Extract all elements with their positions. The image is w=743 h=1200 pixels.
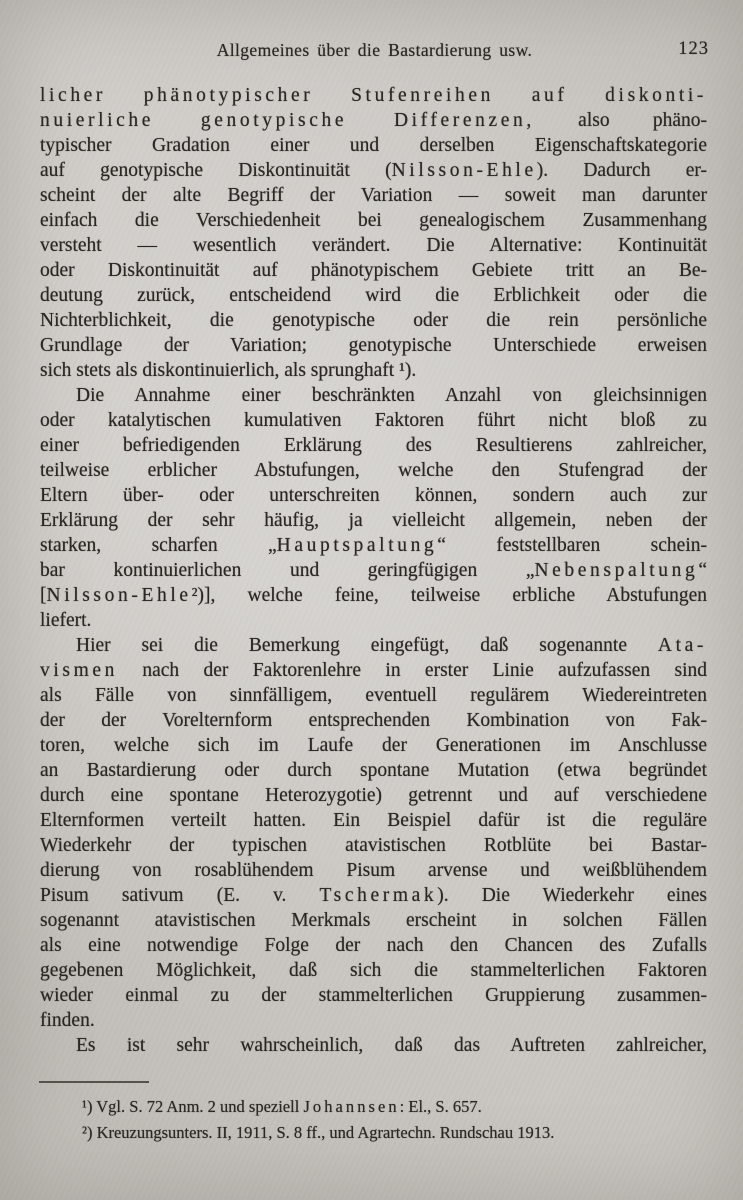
footnotes xyxy=(40,1094,733,1145)
paragraph xyxy=(40,633,707,1033)
text-segment: typischer Gradation einer und derselben Eigenschaftskategorie xyxy=(40,135,707,156)
text-segment: bar kontinuierlichen und geringfügigen „ xyxy=(40,560,535,581)
text-segment: Erklärung der sehr häufig, ja vielleicht allgemein, neben der xyxy=(40,510,707,531)
running-title: Allgemeines über die Bastardierung usw. xyxy=(216,40,533,60)
text-line xyxy=(40,783,707,808)
text-line xyxy=(40,458,707,483)
text-line xyxy=(40,758,707,783)
text-segment: ). Dadurch er- xyxy=(536,160,707,181)
text-line xyxy=(40,683,707,708)
text-segment: Grundlage der Variation; genotypische Unterschiede erweisen xyxy=(40,335,707,356)
text-line xyxy=(40,308,707,333)
spaced-text: Nilsson-Ehle xyxy=(391,160,537,181)
text-segment: dierung von rosablühendem Pisum arvense und weißblühendem xyxy=(40,860,707,881)
text-segment: Pisum sativum (E. v. xyxy=(40,885,320,906)
spaced-text: vismen xyxy=(40,660,118,681)
text-segment: “ feststellbaren schein- xyxy=(437,535,707,556)
text-segment: ²) Kreuzungsunters. II, 1911, S. 8 ff., und Agrartechn. Rundschau 1913. xyxy=(82,1122,555,1142)
text-line xyxy=(40,908,707,933)
text-segment: als eine notwendige Folge der nach den Chancen des Zufalls xyxy=(40,935,707,956)
text-line xyxy=(40,158,707,183)
text-segment: gegebenen Möglichkeit, daß sich die stammelterlichen Faktoren xyxy=(40,960,707,981)
text-line xyxy=(40,508,707,533)
text-segment: einfach die Verschiedenheit bei genealogischem Zusammenhang xyxy=(40,210,707,231)
paragraph xyxy=(40,383,707,633)
text-line xyxy=(40,383,707,408)
text-line xyxy=(40,408,707,433)
text-segment: Es ist sehr wahrscheinlich, daß das Auftreten zahlreicher, xyxy=(76,1035,707,1056)
text-line xyxy=(40,208,707,233)
text-segment: durch eine spontane Heterozygotie) getrennt und auf verschiedene xyxy=(40,785,707,806)
text-line xyxy=(40,358,707,383)
text-segment: “ xyxy=(698,560,707,581)
text-segment: liefert. xyxy=(40,610,92,631)
text-segment: deutung zurück, entscheidend wird die Erblichkeit oder die xyxy=(40,285,707,306)
text-segment: ). Die Wiederkehr eines xyxy=(437,885,708,906)
spaced-text: licher phänotypischer Stufenreihen auf diskonti- xyxy=(40,85,707,106)
text-line xyxy=(40,233,707,258)
text-segment: sogenannt atavistischen Merkmals erscheint in solchen Fällen xyxy=(40,910,707,931)
text-segment: [ xyxy=(40,585,47,606)
text-segment: Elternformen verteilt hatten. Ein Beispiel dafür ist die reguläre xyxy=(40,810,707,831)
text-line xyxy=(40,258,707,283)
spaced-text: Tschermak xyxy=(319,885,438,906)
text-line xyxy=(40,658,707,683)
text-segment: also phäno- xyxy=(534,110,707,131)
text-line xyxy=(40,1033,707,1058)
text-segment: Hier sei die Bemerkung eingefügt, daß sogenannte xyxy=(76,635,658,656)
text-line xyxy=(40,333,707,358)
text-line xyxy=(40,433,707,458)
text-segment: einer befriedigenden Erklärung des Resultierens zahlreicher, xyxy=(40,435,707,456)
text-segment: nach der Faktorenlehre in erster Linie aufzufassen sind xyxy=(117,660,707,681)
text-line xyxy=(40,808,707,833)
text-line xyxy=(40,108,707,133)
text-segment: als Fälle von sinnfälligem, eventuell regulärem Wiedereintreten xyxy=(40,685,707,706)
footnote xyxy=(40,1094,733,1120)
text-line xyxy=(40,733,707,758)
text-segment: Eltern über- oder unterschreiten können, sondern auch zur xyxy=(40,485,707,506)
text-line xyxy=(40,708,707,733)
text-line xyxy=(40,558,707,583)
text-segment: teilweise erblicher Abstufungen, welche den Stufengrad der xyxy=(40,460,707,481)
text-line xyxy=(40,83,707,108)
text-line xyxy=(40,283,707,308)
text-line xyxy=(40,183,707,208)
text-segment: versteht — wesentlich verändert. Die Alternative: Kontinuität xyxy=(40,235,707,256)
text-segment: toren, welche sich im Laufe der Generationen im Anschlusse xyxy=(40,735,707,756)
text-line xyxy=(40,933,707,958)
text-segment: an Bastardierung oder durch spontane Mutation (etwa begründet xyxy=(40,760,707,781)
text-segment: : El., S. 657. xyxy=(399,1097,482,1116)
text-line xyxy=(40,633,707,658)
spaced-text: Hauptspaltung xyxy=(276,535,438,556)
text-segment: Wiederkehr der typischen atavistischen Rotblüte bei Bastar- xyxy=(40,835,707,856)
paragraph xyxy=(40,1033,707,1058)
text-segment: oder katalytischen kumulativen Faktoren führt nicht bloß zu xyxy=(40,410,707,431)
page-body xyxy=(40,83,707,1058)
text-segment: ¹) Vgl. S. 72 Anm. 2 und speziell xyxy=(82,1097,304,1116)
text-line xyxy=(40,983,707,1008)
text-segment: sich stets als diskontinuierlich, als sprunghaft ¹). xyxy=(40,360,417,381)
spaced-text: Nilsson-Ehle xyxy=(46,585,192,606)
text-line xyxy=(40,608,707,633)
text-segment: auf genotypische Diskontinuität ( xyxy=(40,160,392,181)
text-line xyxy=(40,833,707,858)
paragraph xyxy=(40,83,707,383)
spaced-text: Ata- xyxy=(657,635,707,656)
text-line xyxy=(40,883,707,908)
text-segment: starken, scharfen „ xyxy=(40,535,277,556)
text-line xyxy=(40,858,707,883)
spaced-text: nuierliche genotypische Differenzen, xyxy=(40,110,535,131)
text-line xyxy=(40,533,707,558)
text-segment: der der Vorelternform entsprechenden Kombination von Fak- xyxy=(40,710,707,731)
text-segment: finden. xyxy=(40,1010,95,1031)
text-line xyxy=(40,1008,707,1033)
footnote-separator xyxy=(39,1081,149,1083)
text-segment: Nichterblichkeit, die genotypische oder die rein persönliche xyxy=(40,310,707,331)
page-number: 123 xyxy=(678,39,709,59)
text-segment: oder Diskontinuität auf phänotypischem Gebiete tritt an Be- xyxy=(40,260,707,281)
spaced-text: Nebenspaltung xyxy=(534,560,699,581)
text-segment: scheint der alte Begriff der Variation — soweit man darunter xyxy=(40,185,707,206)
text-line xyxy=(40,133,707,158)
page-header xyxy=(40,40,709,66)
text-line xyxy=(40,483,707,508)
footnote xyxy=(40,1120,733,1146)
spaced-text: Johannsen xyxy=(303,1097,400,1116)
text-segment: wieder einmal zu der stammelterlichen Gruppierung zusammen- xyxy=(40,985,707,1006)
text-line xyxy=(40,958,707,983)
text-segment: ²)], welche feine, teilweise erbliche Abstufungen xyxy=(191,585,707,606)
text-segment: Die Annahme einer beschränkten Anzahl von gleichsinnigen xyxy=(76,385,707,406)
text-line xyxy=(40,583,707,608)
